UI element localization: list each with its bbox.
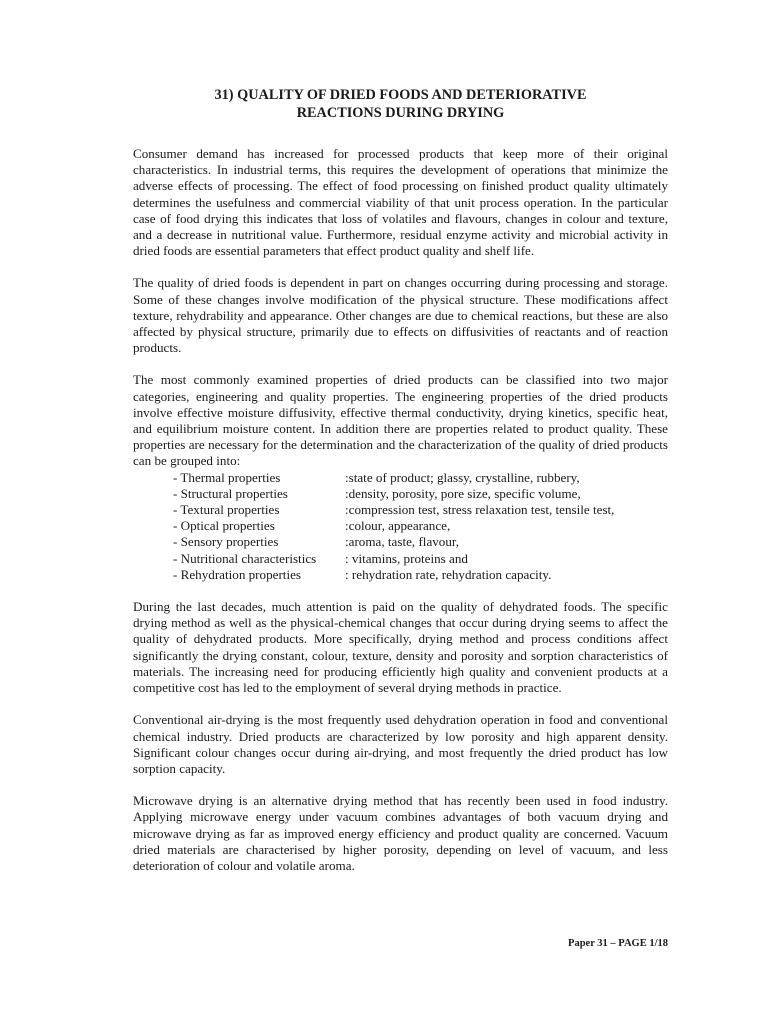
- property-name: - Sensory properties: [173, 534, 279, 550]
- list-item: [133, 567, 668, 583]
- paragraph-4: During the last decades, much attention is paid on the quality of dehydrated foods. The specific drying method as well as the physical-chemical changes that occur during drying seems to affect the quality of dehydrated products. More specifically, drying method and process conditions affect significantly the drying constant, colour, texture, density and porosity and sorption characteristics of materials. The increasing need for producing efficiently high quality and convenient products at a competitive cost has led to the employment of several drying methods in practice.: [133, 599, 668, 696]
- list-item: [133, 470, 668, 486]
- property-description: : rehydration rate, rehydration capacity.: [345, 566, 552, 582]
- property-description: :density, porosity, pore size, specific volume,: [345, 485, 581, 501]
- property-description: :state of product; glassy, crystalline, rubbery,: [345, 469, 580, 485]
- title-line-2: REACTIONS DURING DRYING: [296, 105, 505, 121]
- page-footer: Paper 31 – PAGE 1/18: [568, 938, 668, 949]
- document-page: [133, 86, 668, 890]
- list-item: [133, 518, 668, 534]
- paragraph-1: Consumer demand has increased for processed products that keep more of their original characteristics. In industrial terms, this requires the development of operations that minimize the adverse effects of processing. The effect of food processing on finished product quality ultimately determines the usefulness and commercial viability of that unit process operation. In the particular case of food drying this indicates that loss of volatiles and flavours, changes in colour and texture, and a decrease in nutritional value. Furthermore, residual enzyme activity and microbial activity in dried foods are essential parameters that effect product quality and shelf life.: [133, 146, 668, 259]
- paragraph-3: The most commonly examined properties of dried products can be classified into two major categories, engineering and quality properties. The engineering properties of the dried products involve effective moisture diffusivity, effective thermal conductivity, drying kinetics, specific heat, and equilibrium moisture content. In addition there are properties related to product quality. These properties are necessary for the determination and the characterization of the quality of dried products can be grouped into:: [133, 372, 668, 469]
- property-name: - Rehydration properties: [173, 566, 301, 582]
- property-name: - Textural properties: [173, 502, 280, 518]
- property-name: - Thermal properties: [173, 469, 281, 485]
- property-name: - Nutritional characteristics: [173, 550, 317, 566]
- page-title: [133, 86, 668, 122]
- property-list: [133, 470, 668, 583]
- property-description: :compression test, stress relaxation test, tensile test,: [345, 502, 615, 518]
- property-name: - Optical properties: [173, 518, 275, 534]
- property-description: : vitamins, proteins and: [345, 550, 468, 566]
- paragraph-5: Conventional air-drying is the most frequently used dehydration operation in food and conventional chemical industry. Dried products are characterized by low porosity and high apparent density. Significant colour changes occur during air-drying, and most frequently the dried product has low sorption capacity.: [133, 712, 668, 776]
- list-item: [133, 502, 668, 518]
- paragraph-6: Microwave drying is an alternative drying method that has recently been used in food industry. Applying microwave energy under vacuum combines advantages of both vacuum drying and microwave drying as far as improved energy efficiency and product quality are concerned. Vacuum dried materials are characterised by higher porosity, depending on level of vacuum, and less deterioration of colour and volatile aroma.: [133, 793, 668, 873]
- list-item: [133, 551, 668, 567]
- property-description: :colour, appearance,: [345, 518, 451, 534]
- list-item: [133, 534, 668, 550]
- title-line-1: 31) QUALITY OF DRIED FOODS AND DETERIORATIVE: [214, 87, 587, 103]
- property-name: - Structural properties: [173, 485, 288, 501]
- paragraph-2: The quality of dried foods is dependent in part on changes occurring during processing and storage. Some of these changes involve modification of the physical structure. These modifications affect texture, rehydrability and appearance. Other changes are due to chemical reactions, but these are also affected by physical structure, primarily due to effects on diffusivities of reactants and of reaction products.: [133, 275, 668, 356]
- property-description: :aroma, taste, flavour,: [345, 534, 460, 550]
- list-item: [133, 486, 668, 502]
